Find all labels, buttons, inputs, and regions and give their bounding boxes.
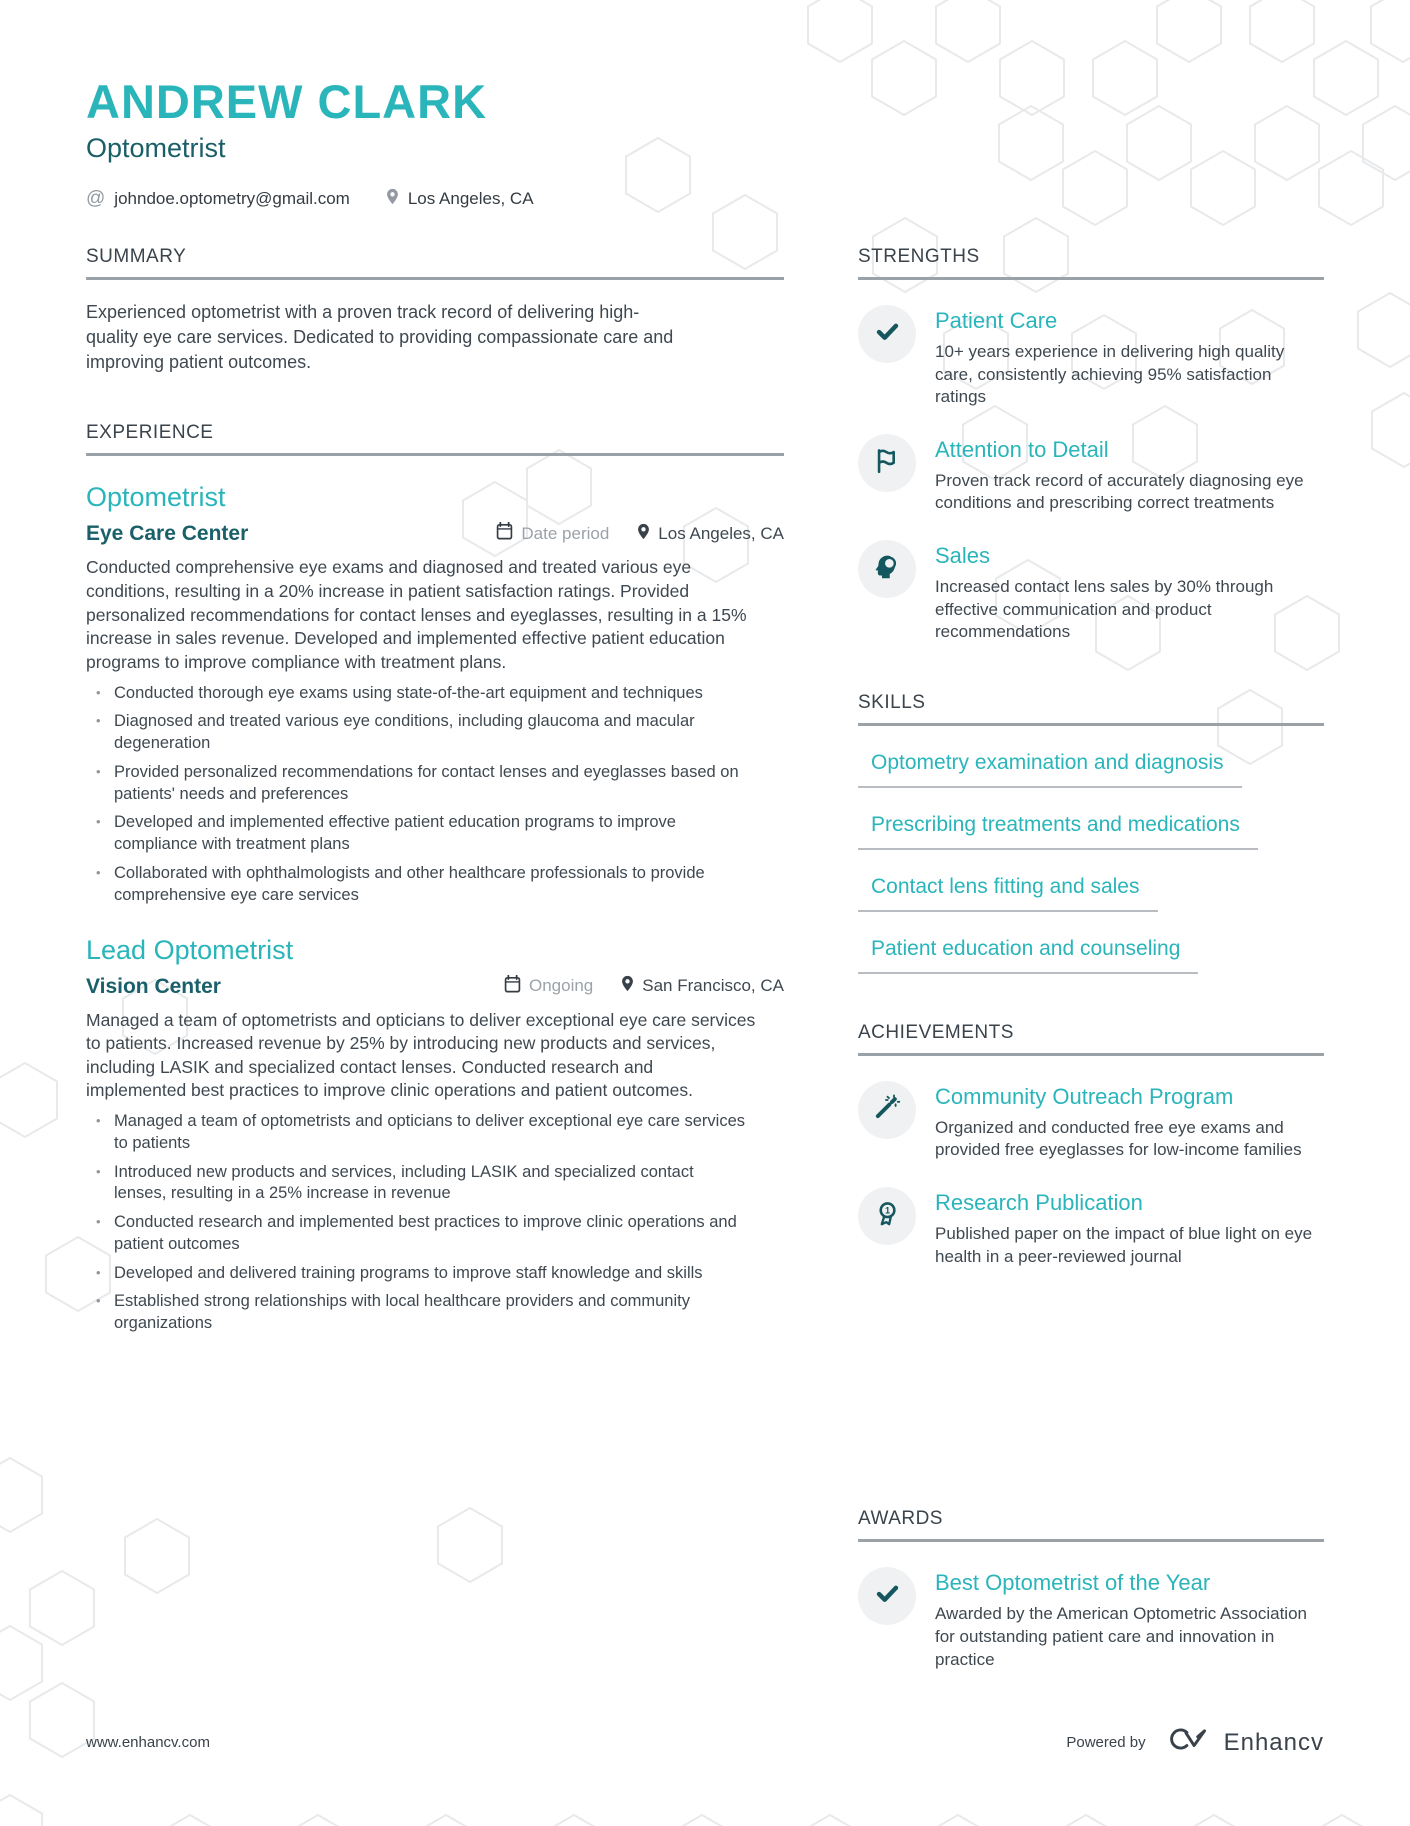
icon-circle — [858, 1081, 916, 1139]
job-date — [504, 975, 593, 998]
icon-circle — [858, 1567, 916, 1625]
job-bullet: • Developed and delivered training programs to improve staff knowledge and skills — [86, 1263, 746, 1285]
job-title: Lead Optometrist — [86, 934, 294, 965]
skills-heading: SKILLS — [858, 692, 1324, 726]
powered-by — [1066, 1724, 1324, 1761]
skill-row — [858, 937, 1324, 974]
job-date-text: Ongoing — [528, 976, 594, 995]
award-item — [858, 1567, 1324, 1671]
check-icon — [874, 318, 901, 350]
at-icon: @ — [86, 188, 106, 209]
job-meta — [496, 522, 784, 545]
skill-row — [858, 875, 1324, 912]
awards-heading: AWARDS — [858, 1508, 1324, 1542]
company-name: Vision Center — [86, 974, 221, 998]
summary-section — [86, 246, 784, 374]
enhancv-brand-text: Enhancv — [1223, 1728, 1324, 1756]
skill-item: Contact lens fitting and sales — [858, 875, 1158, 912]
job-location-text: San Francisco, CA — [642, 976, 784, 995]
strength-item-text: Increased contact lens sales by 30% through effective communication and product recommendations — [935, 577, 1274, 642]
person-name: ANDREW CLARK — [86, 75, 488, 128]
job-date-text: Date period — [521, 523, 610, 543]
strength-item-body — [935, 540, 1324, 644]
contact-location — [386, 188, 534, 210]
head-icon — [873, 553, 901, 586]
achievement-item-text: Published paper on the impact of blue light on eye health in a peer-reviewed journal — [935, 1224, 1313, 1266]
icon-circle — [858, 305, 916, 363]
job-bullet: • Introduced new products and services, including LASIK and specialized contact lenses, resulting in a 25% increase in revenue — [86, 1162, 746, 1206]
strengths-list — [858, 305, 1324, 644]
calendar-icon — [496, 522, 513, 545]
job-bullet: • Conducted research and implemented best practices to improve clinic operations and patient outcomes — [86, 1212, 746, 1256]
award-item-text: Awarded by the American Optometric Association for outstanding patient care and innovation in practice — [935, 1604, 1307, 1669]
job-meta — [504, 975, 784, 998]
achievement-item-body — [935, 1081, 1324, 1162]
job-location — [621, 975, 784, 997]
calendar-icon — [504, 975, 521, 998]
strength-item — [858, 434, 1324, 515]
job-bullet: • Collaborated with ophthalmologists and other healthcare professionals to provide comprehensive eye care services — [86, 863, 746, 907]
strengths-heading: STRENGTHS — [858, 246, 1324, 280]
achievement-item-text: Organized and conducted free eye exams and provided free eyeglasses for low-income families — [935, 1117, 1302, 1160]
job-bullet: • Diagnosed and treated various eye conditions, including glaucoma and macular degeneration — [86, 711, 746, 755]
pin-icon — [637, 523, 650, 545]
job-description: Managed a team of optometrists and opticians to deliver exceptional eye care services to patients. Increased revenue by 25% by introducing new products and services, including LASIK and specialized contact lenses. Conducted research and implemented best practices to improve clinic operations and patient outcomes. — [86, 1009, 756, 1101]
job-bullet-list — [86, 1111, 746, 1335]
strength-item-title: Patient Care — [935, 308, 1058, 333]
skill-row — [858, 813, 1324, 850]
page-footer — [86, 1724, 1324, 1761]
enhancv-logo-icon — [1162, 1724, 1214, 1761]
achievement-item-body — [935, 1187, 1324, 1268]
achievements-section — [858, 1022, 1324, 1268]
email-text: johndoe.optometry@gmail.com — [114, 189, 350, 208]
enhancv-site-link[interactable]: www.enhancv.com — [86, 1734, 210, 1751]
wand-icon — [873, 1093, 901, 1126]
award-item-title: Best Optometrist of the Year — [935, 1570, 1211, 1596]
icon-circle — [858, 1187, 916, 1245]
powered-by-label: Powered by — [1066, 1734, 1146, 1751]
flag-icon — [874, 447, 901, 479]
experience-section — [86, 422, 784, 1334]
location-text: Los Angeles, CA — [407, 189, 534, 208]
job-bullet: • Managed a team of optometrists and opticians to deliver exceptional eye care services to patients — [86, 1111, 746, 1155]
skill-item: Prescribing treatments and medications — [858, 813, 1258, 850]
strength-item-text: Proven track record of accurately diagnosing eye conditions and prescribing correct treatments — [935, 470, 1304, 513]
left-column — [86, 246, 784, 1671]
job-location-text: Los Angeles, CA — [658, 523, 784, 543]
check-icon — [874, 1580, 901, 1612]
skill-item: Optometry examination and diagnosis — [858, 751, 1242, 788]
job-description: Conducted comprehensive eye exams and diagnosed and treated various eye conditions, resulting in a 20% increase in patient satisfaction ratings. Provided personalized recommendations for contact lenses and eyeglasses, resulting in a 15% increase in sales revenue. Developed and implemented effective patient education programs to improve compliance with treatment plans. — [86, 557, 747, 672]
awards-section — [858, 1508, 1324, 1671]
strength-item-body — [935, 305, 1324, 409]
achievements-heading: ACHIEVEMENTS — [858, 1022, 1324, 1056]
job-list — [86, 482, 784, 1334]
skills-section — [858, 692, 1324, 974]
job-location — [637, 523, 784, 545]
location-pin-icon — [386, 188, 399, 210]
skill-row — [858, 751, 1324, 788]
experience-heading: EXPERIENCE — [86, 422, 784, 456]
contact-email[interactable] — [86, 188, 350, 210]
strengths-section — [858, 246, 1324, 644]
job-title: Optometrist — [86, 482, 226, 513]
contact-row — [86, 188, 1324, 210]
resume-header — [86, 74, 1324, 210]
icon-circle — [858, 434, 916, 492]
job-company-row — [86, 522, 784, 546]
job-bullet: • Provided personalized recommendations for contact lenses and eyeglasses based on patients' needs and preferences — [86, 762, 746, 806]
strength-item — [858, 540, 1324, 644]
achievement-item — [858, 1187, 1324, 1268]
summary-heading: SUMMARY — [86, 246, 784, 280]
achievements-list — [858, 1081, 1324, 1268]
job-company-row — [86, 975, 784, 999]
svg-text:1: 1 — [884, 1205, 891, 1216]
achievement-item-title: Community Outreach Program — [935, 1083, 1234, 1109]
company-name: Eye Care Center — [86, 522, 249, 546]
experience-job — [86, 935, 784, 1335]
medal-icon — [873, 1200, 901, 1233]
strength-item-title: Attention to Detail — [935, 436, 1109, 462]
strength-item — [858, 305, 1324, 409]
awards-list — [858, 1567, 1324, 1671]
achievement-item — [858, 1081, 1324, 1162]
experience-job — [86, 482, 784, 906]
job-bullet: • Established strong relationships with local healthcare providers and community organizations — [86, 1291, 746, 1335]
strength-item-text: 10+ years experience in delivering high quality care, consistently achieving 95% satisfaction ratings — [935, 342, 1285, 407]
summary-text: Experienced optometrist with a proven track record of delivering high-quality eye care services. Dedicated to providing compassionate care and improving patient outcomes. — [86, 302, 674, 372]
achievement-item-title: Research Publication — [935, 1190, 1143, 1216]
strength-item-title: Sales — [935, 543, 991, 569]
skill-item: Patient education and counseling — [858, 937, 1198, 974]
enhancv-logo-link[interactable] — [1162, 1724, 1324, 1761]
award-item-body — [935, 1567, 1324, 1671]
job-bullet: • Conducted thorough eye exams using state-of-the-art equipment and techniques — [86, 683, 746, 705]
icon-circle — [858, 540, 916, 598]
skills-list — [858, 751, 1324, 974]
strength-item-body — [935, 434, 1324, 515]
person-job-title: Optometrist — [86, 133, 226, 163]
right-column — [858, 246, 1324, 1671]
job-bullet-list — [86, 683, 746, 907]
job-date — [496, 522, 609, 545]
job-bullet: • Developed and implemented effective patient education programs to improve compliance with treatment plans — [86, 812, 746, 856]
pin-icon — [621, 975, 634, 997]
